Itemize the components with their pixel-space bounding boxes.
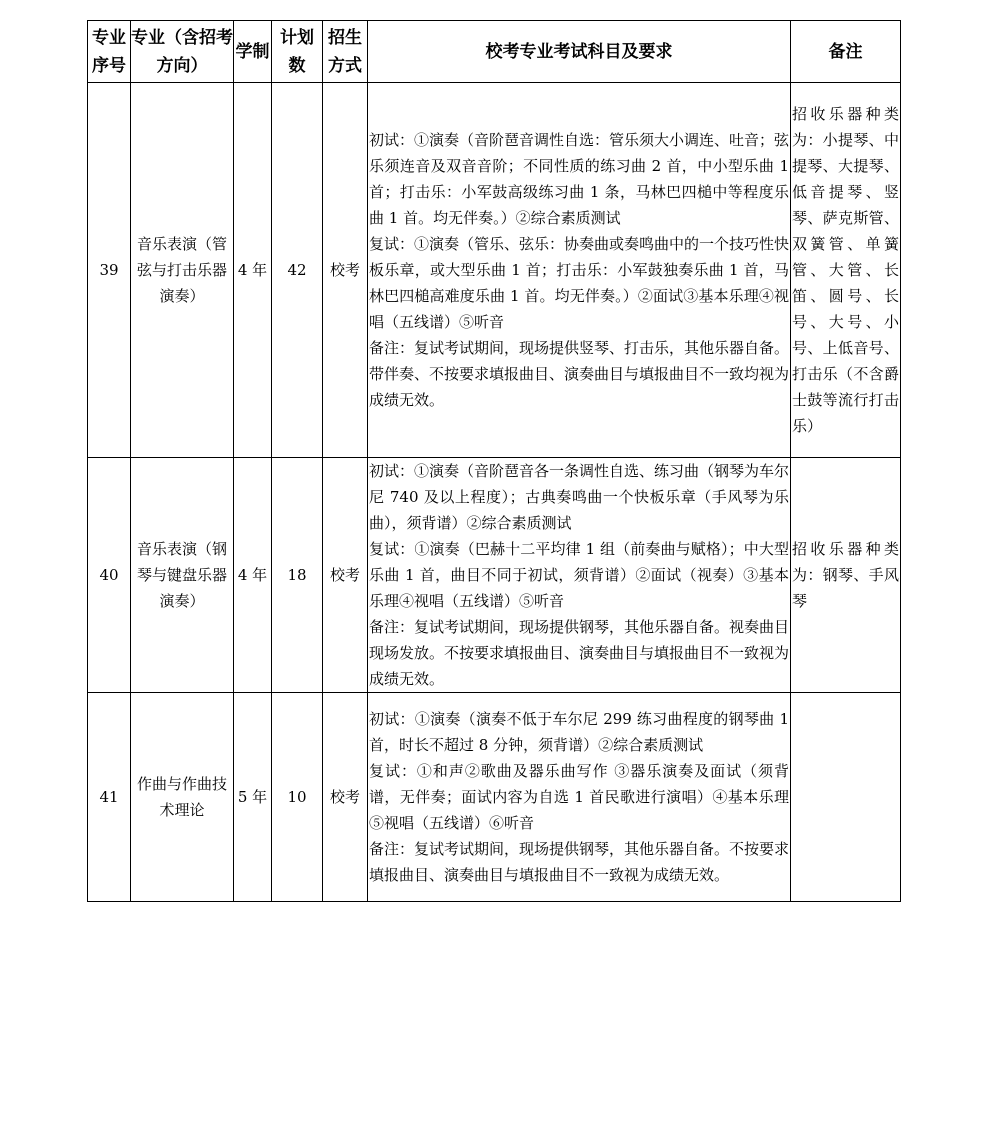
cell-requirements [368,693,791,902]
requirement-retest: 复试：①演奏（管乐、弦乐：协奏曲或奏鸣曲中的一个技巧性快板乐章，或大型乐曲 1 首；打击乐：小军鼓独奏乐曲 1 首，马林巴四槌高难度乐曲 1 首。均无伴奏。）②面试③基本乐理④视唱（五线谱）⑤听音 [369,235,790,331]
requirement-note: 备注：复试考试期间，现场提供竖琴、打击乐，其他乐器自备。带伴奏、不按要求填报曲目、演奏曲目与填报曲目不一致均视为成绩无效。 [369,339,790,409]
requirement-note: 备注：复试考试期间，现场提供钢琴，其他乐器自备。视奏曲目现场发放。不按要求填报曲目、演奏曲目与填报曲目不一致视为成绩无效。 [369,618,790,688]
header-requirements: 校考专业考试科目及要求 [368,21,791,83]
cell-remarks [791,693,901,902]
requirement-preliminary: 初试：①演奏（音阶琶音调性自选：管乐须大小调连、吐音；弦乐须连音及双音音阶；不同性质的练习曲 2 首，中小型乐曲 1 首；打击乐：小军鼓高级练习曲 1 条，马林巴四槌中等程度乐曲 1 首。均无伴奏。）②综合素质测试 [369,131,790,227]
header-major: 专业（含招考方向） [131,21,234,83]
requirement-retest: 复试：①和声②歌曲及器乐曲写作 ③器乐演奏及面试（须背谱，无伴奏；面试内容为自选 1 首民歌进行演唱）④基本乐理⑤视唱（五线谱）⑥听音 [369,762,789,832]
requirement-preliminary: 初试：①演奏（音阶琶音各一条调性自选、练习曲（钢琴为车尔尼 740 及以上程度）；古典奏鸣曲一个快板乐章（手风琴为乐曲），须背谱）②综合素质测试 [369,462,790,532]
cell-plan: 10 [272,693,323,902]
cell-code: 39 [88,83,131,458]
table-row [88,693,901,902]
cell-years: 4 年 [234,458,272,693]
cell-method: 校考 [323,83,368,458]
cell-method: 校考 [323,693,368,902]
header-code: 专业序号 [88,21,131,83]
requirement-note: 备注：复试考试期间，现场提供钢琴，其他乐器自备。不按要求填报曲目、演奏曲目与填报曲目不一致视为成绩无效。 [369,840,790,884]
header-years: 学制 [234,21,272,83]
cell-years: 4 年 [234,83,272,458]
requirement-retest: 复试：①演奏（巴赫十二平均律 1 组（前奏曲与赋格）；中大型乐曲 1 首，曲目不同于初试，须背谱）②面试（视奏）③基本乐理④视唱（五线谱）⑤听音 [369,540,789,610]
header-method: 招生方式 [323,21,368,83]
cell-requirements [368,458,791,693]
table-row [88,83,901,458]
cell-method: 校考 [323,458,368,693]
cell-major: 音乐表演（管弦与打击乐器演奏） [131,83,234,458]
header-remarks: 备注 [791,21,901,83]
header-row [88,21,901,83]
admissions-table [87,20,901,902]
cell-major: 音乐表演（钢琴与键盘乐器演奏） [131,458,234,693]
cell-plan: 42 [272,83,323,458]
header-plan: 计划数 [272,21,323,83]
requirement-preliminary: 初试：①演奏（演奏不低于车尔尼 299 练习曲程度的钢琴曲 1 首，时长不超过 8 分钟，须背谱）②综合素质测试 [369,710,789,754]
cell-remarks: 招收乐器种类为：小提琴、中提琴、大提琴、低音提琴、竖琴、萨克斯管、双簧管、单簧管、大管、长笛、圆号、长号、大号、小号、上低音号、打击乐（不含爵士鼓等流行打击乐） [791,83,901,458]
cell-requirements [368,83,791,458]
cell-code: 40 [88,458,131,693]
cell-plan: 18 [272,458,323,693]
cell-remarks: 招收乐器种类为：钢琴、手风琴 [791,458,901,693]
cell-code: 41 [88,693,131,902]
table-row [88,458,901,693]
cell-major: 作曲与作曲技术理论 [131,693,234,902]
cell-years: 5 年 [234,693,272,902]
